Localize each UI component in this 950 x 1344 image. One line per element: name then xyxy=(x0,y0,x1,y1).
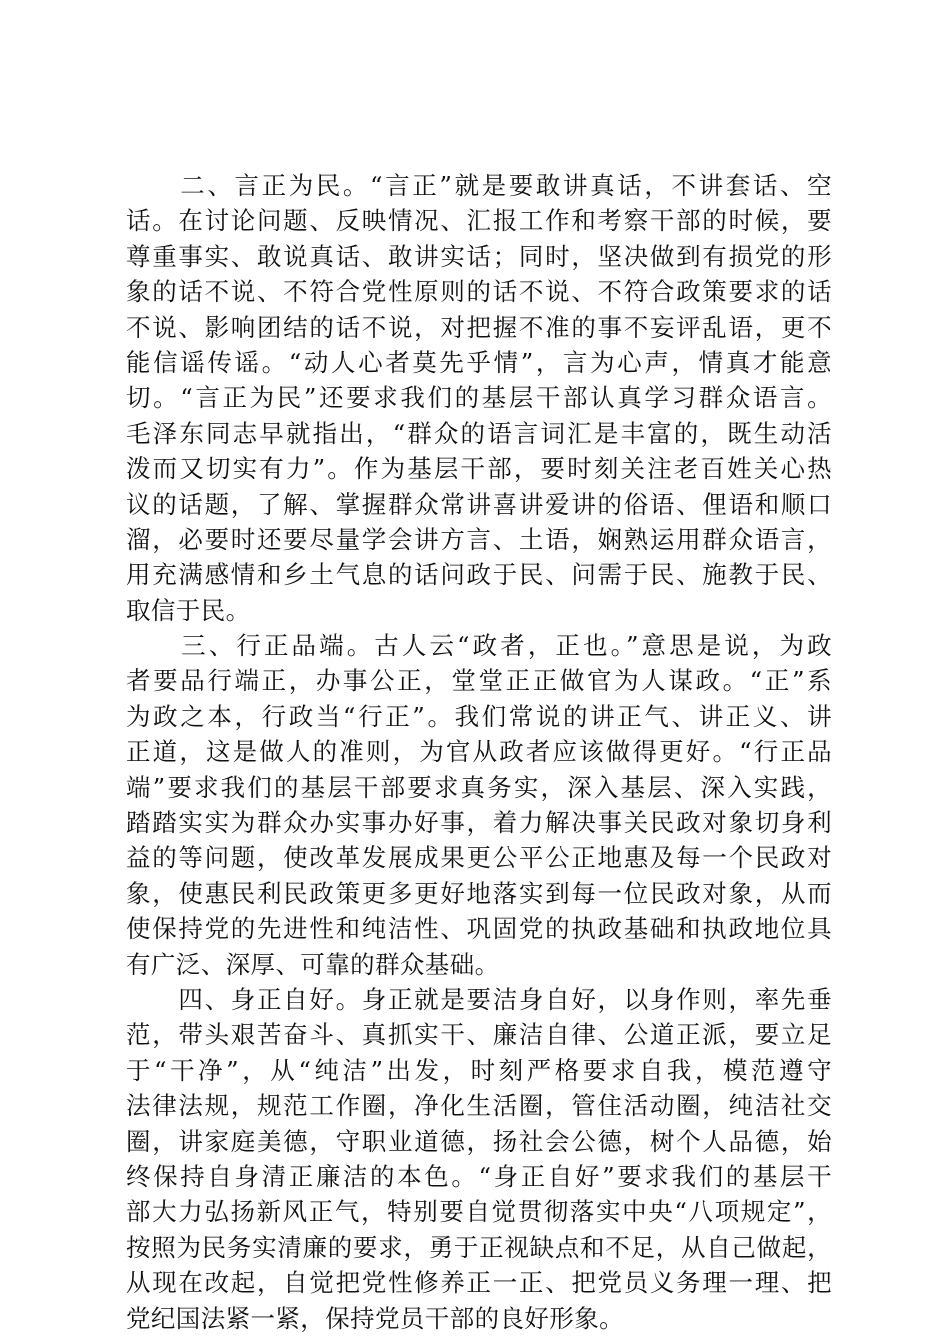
text-line: 使保持党的先进性和纯洁性、巩固党的执政基础和执政地位具 xyxy=(126,914,832,944)
text-line: 泼而又切实有力”。作为基层干部，要时刻关注老百姓关心热 xyxy=(126,454,832,484)
text-line: 益的等问题，使改革发展成果更公平公正地惠及每一个民政对 xyxy=(126,843,832,873)
text-line: 范，带头艰苦奋斗、真抓实干、廉洁自律、公道正派，要立足 xyxy=(126,1020,832,1050)
text-line: 用充满感情和乡土气息的话问政于民、问需于民、施教于民、 xyxy=(126,560,832,590)
text-line: 三、行正品端。古人云“政者，正也。”意思是说，为政 xyxy=(126,631,832,661)
text-line: 议的话题，了解、掌握群众常讲喜讲爱讲的俗语、俚语和顺口 xyxy=(126,489,832,519)
text-line: 有广泛、深厚、可靠的群众基础。 xyxy=(126,949,500,979)
text-line: 从现在改起，自觉把党性修养正一正、把党员义务理一理、把 xyxy=(126,1268,832,1298)
document-body xyxy=(126,168,832,1336)
text-line: 四、身正自好。身正就是要洁身自好，以身作则，率先垂 xyxy=(126,984,832,1014)
text-line: 毛泽东同志早就指出，“群众的语言词汇是丰富的，既生动活 xyxy=(126,418,832,448)
text-line: 正道，这是做人的准则，为官从政者应该做得更好。“行正品 xyxy=(126,737,832,767)
text-line: 者要品行端正，办事公正，堂堂正正做官为人谋政。“正”系 xyxy=(126,666,832,696)
text-line: 于“干净”，从“纯洁”出发，时刻严格要求自我，模范遵守 xyxy=(126,1055,832,1085)
text-line: 法律法规，规范工作圈，净化生活圈，管住活动圈，纯洁社交 xyxy=(126,1091,832,1121)
text-line: 尊重事实、敢说真话、敢讲实话；同时，坚决做到有损党的形 xyxy=(126,241,832,271)
text-line: 象的话不说、不符合党性原则的话不说、不符合政策要求的话 xyxy=(126,277,832,307)
text-line: 按照为民务实清廉的要求，勇于正视缺点和不足，从自己做起， xyxy=(126,1232,832,1262)
text-line: 为政之本，行政当“行正”。我们常说的讲正气、讲正义、讲 xyxy=(126,701,832,731)
text-line: 取信于民。 xyxy=(126,595,251,625)
paragraph-shen-zheng-zi-hao xyxy=(126,982,832,1336)
text-line: 溜，必要时还要尽量学会讲方言、土语，娴熟运用群众语言， xyxy=(126,524,832,554)
text-line: 能信谣传谣。“动人心者莫先乎情”，言为心声，情真才能意 xyxy=(126,347,832,377)
text-line: 象，使惠民利民政策更多更好地落实到每一位民政对象，从而 xyxy=(126,878,832,908)
text-line: 端”要求我们的基层干部要求真务实，深入基层、深入实践， xyxy=(126,772,832,802)
paragraph-yan-zheng-wei-min xyxy=(126,168,832,628)
text-line: 不说、影响团结的话不说，对把握不准的事不妄评乱语，更不 xyxy=(126,312,832,342)
text-line: 终保持自身清正廉洁的本色。“身正自好”要求我们的基层干 xyxy=(126,1161,832,1191)
text-line: 话。在讨论问题、反映情况、汇报工作和考察干部的时候，要 xyxy=(126,206,832,236)
text-line: 踏踏实实为群众办实事办好事，着力解决事关民政对象切身利 xyxy=(126,808,832,838)
text-line: 部大力弘扬新风正气，特别要自觉贯彻落实中央“八项规定”， xyxy=(126,1197,832,1227)
text-line: 圈，讲家庭美德，守职业道德，扬社会公德，树个人品德，始 xyxy=(126,1126,832,1156)
text-line: 党纪国法紧一紧，保持党员干部的良好形象。 xyxy=(126,1303,624,1333)
paragraph-xing-zheng-pin-duan xyxy=(126,628,832,982)
text-line: 二、言正为民。“言正”就是要敢讲真话，不讲套话、空 xyxy=(126,171,832,200)
text-line: 切。“言正为民”还要求我们的基层干部认真学习群众语言。 xyxy=(126,383,832,413)
